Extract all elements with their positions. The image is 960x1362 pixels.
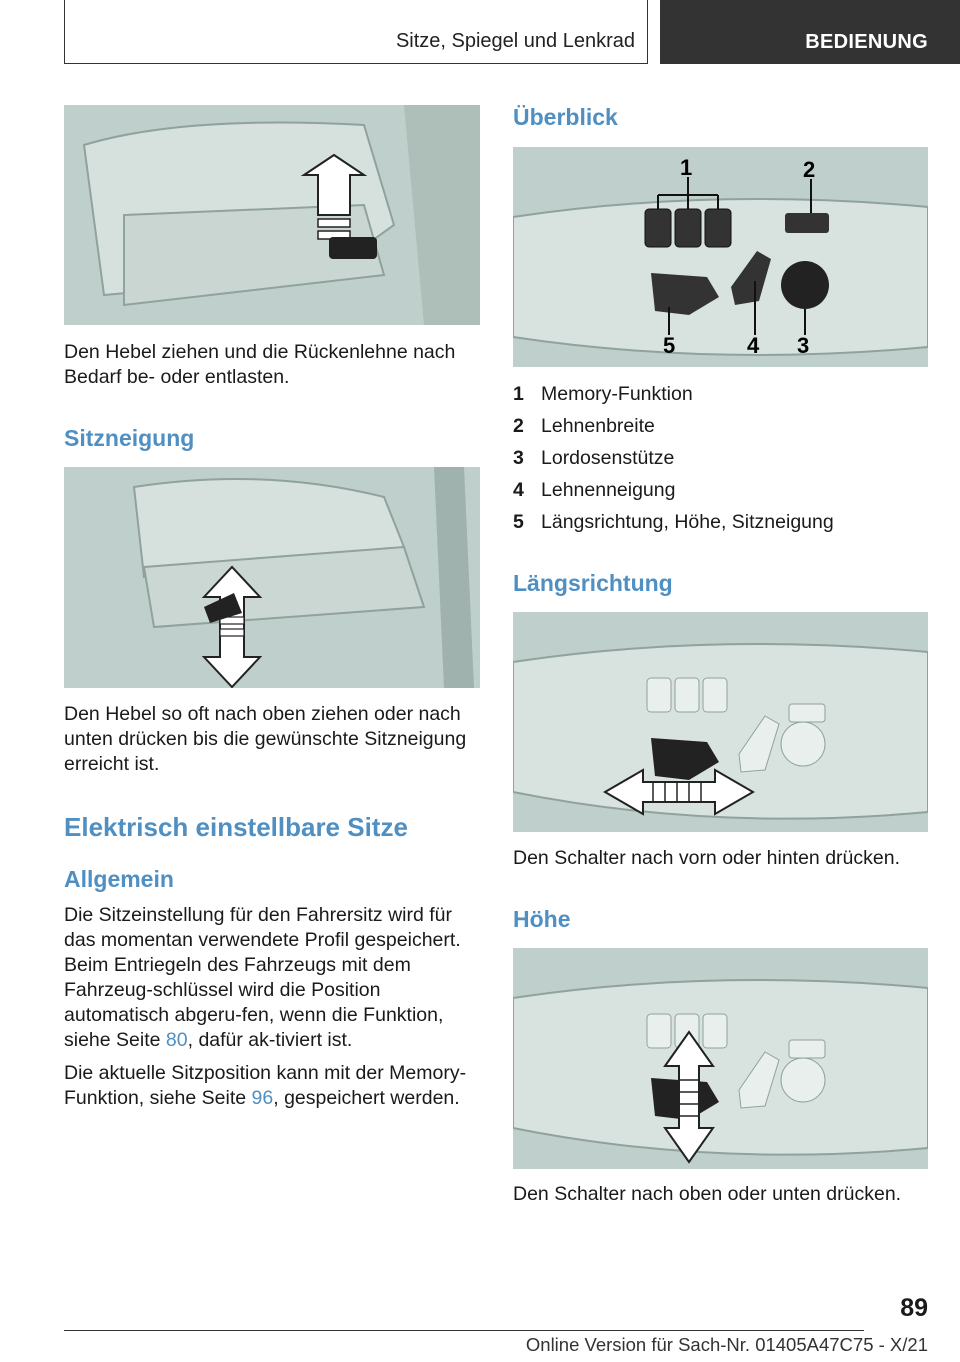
list-item-number: 3 bbox=[513, 446, 524, 469]
list-item-label: Lordosenstütze bbox=[541, 446, 675, 469]
general-text-block bbox=[64, 903, 480, 1119]
controls-legend-list bbox=[513, 378, 933, 538]
list-item-number: 5 bbox=[513, 510, 524, 533]
paragraph-profile-memory bbox=[64, 903, 480, 1053]
footer-online-version: Online Version für Sach-Nr. 01405A47C75 - X/21 bbox=[525, 1334, 928, 1355]
list-item-label: Längsrichtung, Höhe, Sitzneigung bbox=[541, 510, 834, 533]
heading-electric-seats: Elektrisch einstellbare Sitze bbox=[64, 812, 408, 842]
list-item-number: 2 bbox=[513, 414, 524, 437]
figure-backrest-lever bbox=[64, 105, 480, 325]
para1-text: Die Sitzeinstellung für den Fahrersitz wird für das momentan verwendete Profil gespeichert. Beim Entriegeln des Fahrzeugs mit dem Fahrzeug-schlüssel wird die Position automatisch abgeru-fen, wenn die Funktion, siehe Seite bbox=[64, 904, 461, 1051]
paragraph-memory-function bbox=[64, 1061, 480, 1111]
caption-backrest: Den Hebel ziehen und die Rückenlehne nach Bedarf be- oder entlasten. bbox=[64, 341, 456, 388]
heading-sitzneigung: Sitzneigung bbox=[64, 425, 195, 451]
seat-tilt-illustration bbox=[64, 467, 480, 688]
header-section-title: Sitze, Spiegel und Lenkrad bbox=[395, 30, 635, 52]
callout-2: 2 bbox=[803, 157, 816, 182]
seat-backrest-illustration bbox=[64, 105, 480, 325]
callout-5: 5 bbox=[663, 333, 676, 358]
header-section-box bbox=[64, 0, 648, 64]
seat-controls-illustration bbox=[513, 147, 928, 367]
callout-3: 3 bbox=[797, 333, 810, 358]
footer-divider bbox=[64, 1330, 864, 1331]
heading-ueberblick: Überblick bbox=[513, 104, 618, 130]
height-illustration bbox=[513, 948, 928, 1169]
caption-height: Den Schalter nach oben oder unten drücken. bbox=[513, 1183, 902, 1205]
heading-hoehe: Höhe bbox=[513, 906, 571, 932]
callout-1: 1 bbox=[680, 155, 693, 180]
list-item-label: Memory-Funktion bbox=[541, 382, 693, 405]
para2-tail: , gespeichert werden. bbox=[273, 1087, 460, 1109]
caption-tilt: Den Hebel so oft nach oben ziehen oder nach unten drücken bis die gewünschte Sitzneigung erreicht ist. bbox=[64, 703, 467, 775]
list-item-number: 4 bbox=[513, 478, 524, 501]
caption-longitudinal: Den Schalter nach vorn oder hinten drücken. bbox=[513, 847, 900, 869]
callout-4: 4 bbox=[747, 333, 760, 358]
header-chapter-tab bbox=[660, 0, 960, 64]
link-page-80[interactable]: 80 bbox=[165, 1029, 188, 1051]
figure-longitudinal-adjust bbox=[513, 612, 928, 832]
figure-height-adjust bbox=[513, 948, 928, 1169]
list-item bbox=[513, 506, 933, 538]
para1-tail: , dafür ak-tiviert ist. bbox=[187, 1029, 353, 1051]
list-item bbox=[513, 474, 933, 506]
heading-allgemein: Allgemein bbox=[64, 866, 174, 892]
figure-seat-tilt bbox=[64, 467, 480, 688]
list-item-label: Lehnenbreite bbox=[541, 414, 655, 437]
list-item-label: Lehnenneigung bbox=[541, 478, 676, 501]
heading-laengsrichtung: Längsrichtung bbox=[513, 570, 673, 596]
list-item-number: 1 bbox=[513, 382, 524, 405]
list-item bbox=[513, 442, 933, 474]
link-page-96[interactable]: 96 bbox=[251, 1087, 274, 1109]
para2-text: Die aktuelle Sitzposition kann mit der Memory-Funktion, siehe Seite bbox=[64, 1062, 467, 1109]
figure-seat-controls-overview bbox=[513, 147, 928, 367]
list-item bbox=[513, 410, 933, 442]
page-number: 89 bbox=[900, 1294, 928, 1322]
header-chapter-label: BEDIENUNG bbox=[805, 31, 928, 53]
longitudinal-illustration bbox=[513, 612, 928, 832]
list-item bbox=[513, 378, 933, 410]
